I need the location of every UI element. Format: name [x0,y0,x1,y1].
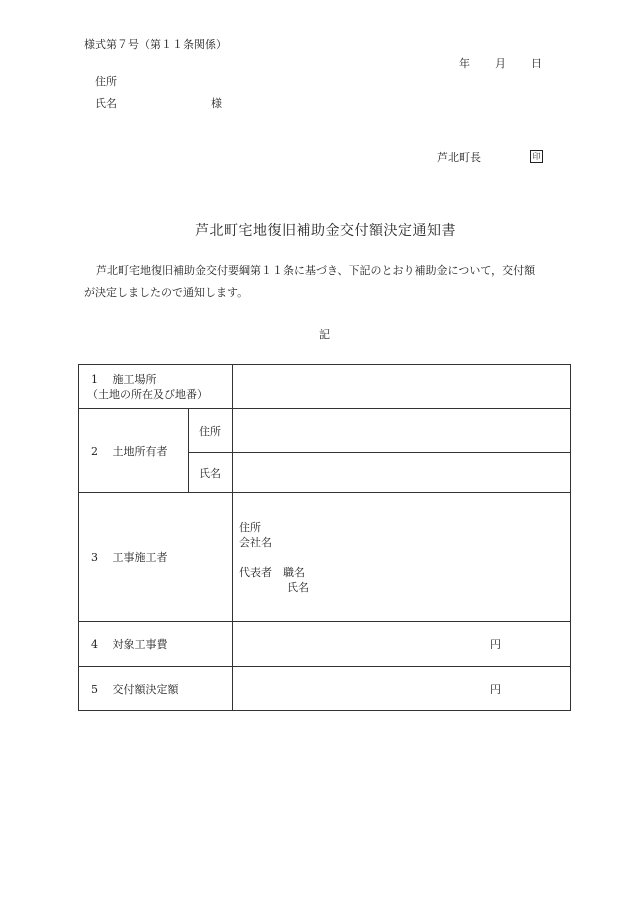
row-grant-amount [79,667,571,711]
grant-amount-value[interactable] [233,667,571,711]
issuer-seal [530,149,543,163]
row-contractor [79,493,571,622]
landowner-address-value[interactable] [233,409,571,453]
body-line-1: 芦北町宅地復旧補助金交付要綱第１１条に基づき、下記のとおり補助金について，交付額 [96,264,536,277]
recipient-address-label: 住所 [95,75,117,88]
contractor-representative-label: 代表者 職名 [239,565,305,579]
contractor-address-label: 住所 [239,520,261,534]
recipient-name-label: 氏名 [95,97,117,110]
date-year-label: 年 [459,57,470,70]
body-line-2: が決定しましたので通知します。 [84,286,249,299]
grant-amount-label: 5 交付額決定額 [79,667,233,711]
subsidy-form-table [78,364,571,711]
contractor-rep-name-label: 氏名 [287,580,309,594]
seal-mark: 印 [530,150,543,163]
landowner-name-value[interactable] [233,453,571,493]
contractor-details[interactable] [233,493,571,622]
contractor-label: 3 工事施工者 [79,493,233,622]
landowner-address-label: 住所 [189,409,233,453]
grant-amount-unit: 円 [490,682,501,696]
construction-site-label-1: 1 施工場所 [91,372,157,386]
row-construction-site [79,365,571,409]
issuer-title: 芦北町長 [437,151,481,164]
construction-cost-unit: 円 [490,638,501,651]
contractor-company-label: 会社名 [239,535,272,549]
date-month-label: 月 [495,57,506,70]
construction-cost-value[interactable] [233,622,571,667]
row-construction-cost [79,622,571,667]
row-landowner-address [79,409,571,453]
construction-site-label-2: （土地の所在及び地番） [87,387,208,401]
construction-site-value[interactable] [233,365,571,409]
document-title: 芦北町宅地復旧補助金交付額決定通知書 [195,223,456,239]
spacer [239,550,570,565]
form-number: 様式第７号（第１１条関係） [84,38,227,51]
landowner-label: 2 土地所有者 [79,409,189,493]
construction-cost-label: 4 対象工事費 [79,622,233,667]
ki-marker: 記 [319,328,330,341]
recipient-honorific: 様 [211,97,222,110]
date-day-label: 日 [531,57,542,70]
construction-site-label [79,365,233,409]
landowner-name-label: 氏名 [189,453,233,493]
